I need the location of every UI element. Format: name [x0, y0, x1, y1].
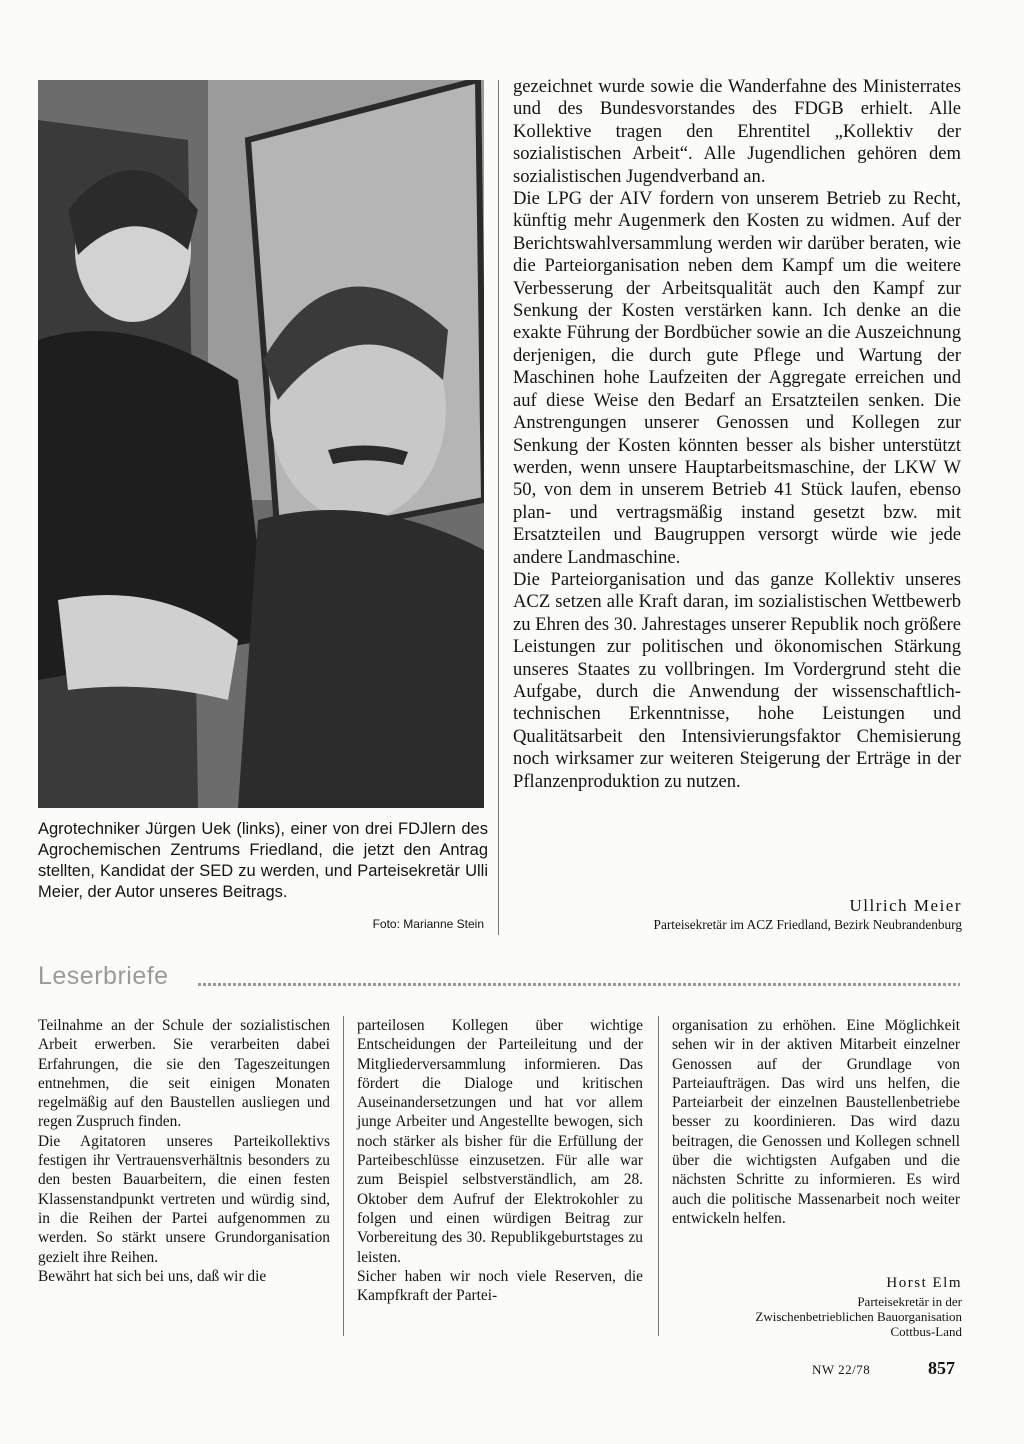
letter-paragraph: Die Agitatoren unseres Parteikollektivs festigen ihr Vertrauensverhältnis besonders zu den besten Bauarbeitern, die einen festen Klassenstandpunkt vertreten und würdig sind, in die Reihen der Partei aufgenommen zu werden. So stärkt unsere Grundorganisation gezielt ihre Reihen.: [38, 1132, 330, 1266]
letter-paragraph: Sicher haben wir noch viele Reserven, die Kampfkraft der Partei-: [357, 1267, 643, 1305]
letters-column-3: [672, 1016, 960, 1228]
column-rule: [658, 1016, 659, 1336]
letter-signature: [755, 1275, 962, 1339]
rubric-line: [198, 983, 960, 986]
letters-column-1: [38, 1016, 330, 1286]
letter-paragraph: Teilnahme an der Schule der sozialistischen Arbeit erwerben. Sie verarbeiten dabei Erfahrungen, die sie den Tageszeitungen entnehmen, die seit einigen Monaten regelmäßig auf den Baustellen ausliegen und regen Zuspruch finden.: [38, 1017, 330, 1131]
letter-paragraph: parteilosen Kollegen über wichtige Entscheidungen der Parteileitung und der Mitgliederversammlung informieren. Das fördert die Dialoge und kritischen Auseinandersetzungen und hat vor allem junge Arbeiter und Angestellte bewogen, sich noch stärker als bisher für die Erfüllung der Parteibeschlüsse einzusetzen. Für alle war zum Beispiel selbstverständlich, am 28. Oktober dem Aufruf der Elektrokohler zu folgen und einen würdigen Beitrag zur Vorbereitung des 30. Republikgeburtstages zu leisten.: [357, 1017, 643, 1266]
letter-paragraph: Bewährt hat sich bei uns, daß wir die: [38, 1267, 267, 1285]
letter-author-role: Parteisekretär in der: [857, 1294, 962, 1309]
article-paragraph: Die LPG der AIV fordern von unserem Betrieb zu Recht, künftig mehr Augenmerk den Kosten zu widmen. Auf der Berichtswahlversammlung werden wir darüber beraten, wie die Parteiorganisation neben dem Kampf um die weitere Verbesserung der Arbeitsqualität auch den Kampf zur Senkung der Kosten verstärken kann. Ich denke an die exakte Führung der Bordbücher sowie an die Auszeichnung derjenigen, die durch gute Pflege und Wartung der Maschinen hohe Laufzeiten der Aggregate erreichen und auf diese Weise den Bedarf an Ersatzteilen senken. Die Anstrengungen unserer Genossen und Kollegen zur Senkung der Kosten könnten besser als bisher unterstützt werden, wenn unsere Hauptarbeitsmaschine, der LKW W 50, von dem in unserem Betrieb 41 Stück laufen, ebenso plan- und vertragsmäßig instand gesetzt bzw. mit Ersatzteilen und Baugruppen versorgt würde wie jede andere Landmaschine.: [513, 188, 961, 568]
letter-paragraph: organisation zu erhöhen. Eine Möglichkeit sehen wir in der aktiven Mitarbeit einzelner Genossen auf der Grundlage von Parteiaufträgen. Das wird uns helfen, die Parteiarbeit der einzelnen Baustellenbetriebe besser zu koordinieren. Das wird dazu beitragen, die Genossen und Kollegen schnell über die wichtigsten Aufgaben und die nächsten Schritte zu informieren. Es wird auch die politische Massenarbeit noch weiter entwickeln helfen.: [672, 1017, 960, 1227]
photo-illustration: [38, 80, 484, 808]
article-photo: [38, 80, 484, 808]
letters-column-2: [357, 1016, 643, 1305]
letter-author: Horst Elm: [886, 1275, 962, 1291]
article-author-role: Parteisekretär im ACZ Friedland, Bezirk Neubrandenburg: [653, 917, 962, 932]
letter-author-role: Cottbus-Land: [890, 1324, 962, 1339]
article-author: Ullrich Meier: [849, 896, 962, 915]
section-rubric: Leserbriefe: [38, 962, 169, 990]
article-body: [513, 76, 961, 793]
column-rule: [343, 1016, 344, 1336]
photo-credit: Foto: Marianne Stein: [372, 917, 484, 931]
article-paragraph: Die Parteiorganisation und das ganze Kollektiv unseres ACZ setzen alle Kraft daran, im sozialistischen Wettbewerb zu Ehren des 30. Jahrestages unserer Republik noch größere Leistungen zur politischen und ökonomischen Stärkung unseres Staates zu vollbringen. Im Vordergrund steht die Aufgabe, durch die Anwendung der wissenschaftlich-technischen Erkenntnisse, hohe Leistungen und Qualitätsarbeit den Intensivierungsfaktor Chemisierung noch wirksamer zur weiteren Steigerung der Erträge in der Pflanzenproduktion zu nutzen.: [513, 568, 961, 792]
letter-author-role: Zwischenbetrieblichen Bauorganisation: [755, 1309, 962, 1324]
journal-issue: NW 22/78: [812, 1362, 871, 1377]
photo-caption: Agrotechniker Jürgen Uek (links), einer von drei FDJlern des Agrochemischen Zentrums Friedland, die jetzt den Antrag stellten, Kandidat der SED zu werden, und Parteisekretär Ulli Meier, der Autor unseres Beitrags.: [38, 820, 488, 901]
article-paragraph: gezeichnet wurde sowie die Wanderfahne des Ministerrates und des Bundesvorstandes des FDGB erhielt. Alle Kollektive tragen den Ehrentitel „Kollektiv der sozialistischen Arbeit“. Alle Jugendlichen gehören dem sozialistischen Jugendverband an.: [513, 76, 961, 187]
page-number: 857: [928, 1358, 955, 1378]
column-rule: [498, 80, 499, 935]
